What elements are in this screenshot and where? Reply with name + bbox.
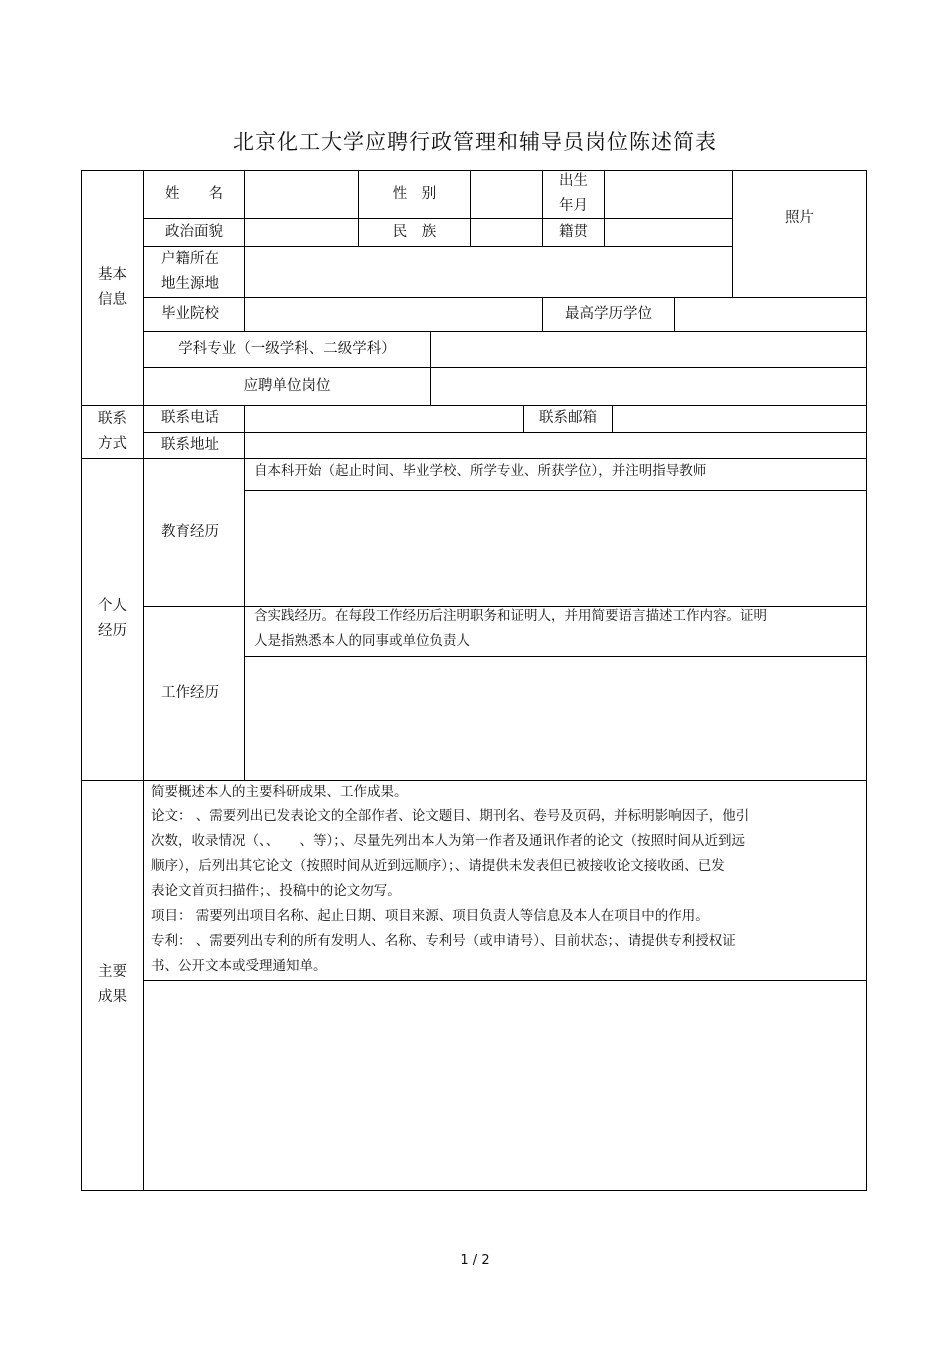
achievements-note-line: 表论文首页扫描件；、投稿中的论文勿写。 xyxy=(151,883,401,899)
work-note-line: 含实践经历。在每段工作经历后注明职务和证明人，并用简要语言描述工作内容。证明 xyxy=(254,608,767,624)
work-textarea[interactable] xyxy=(245,657,865,780)
label-highest-degree: 最高学历学位 xyxy=(565,305,652,322)
label-graduate-school: 毕业院校 xyxy=(161,305,219,322)
section-experience: 个人 经历 xyxy=(98,598,127,639)
graduate-school-field[interactable] xyxy=(245,298,542,331)
birth-date-field[interactable] xyxy=(605,171,732,218)
phone-field[interactable] xyxy=(245,406,523,432)
label-email: 联系邮箱 xyxy=(539,410,597,426)
label-birth-date: 出生 年月 xyxy=(559,173,588,214)
native-place-field[interactable] xyxy=(605,219,732,246)
position-field[interactable] xyxy=(431,368,865,405)
label-phone: 联系电话 xyxy=(161,410,219,426)
section-contact: 联系 方式 xyxy=(98,410,127,452)
label-name: 姓 名 xyxy=(165,185,223,202)
achievements-note-line: 书、公开文本或受理通知单。 xyxy=(151,958,327,974)
address-field[interactable] xyxy=(245,433,865,458)
household-origin-field[interactable] xyxy=(245,247,732,297)
label-address: 联系地址 xyxy=(161,436,219,453)
education-note: 自本科开始（起止时间、毕业学校、所学专业、所获学位），并注明指导教师 xyxy=(254,463,707,479)
achievements-textarea[interactable] xyxy=(144,981,865,1189)
achievements-note-line: 专利： 、需要列出专利的所有发明人、名称、专利号（或申请号）、目前状态；、请提供专利授权证 xyxy=(151,933,736,949)
highest-degree-field[interactable] xyxy=(675,298,865,331)
label-political-status: 政治面貌 xyxy=(165,223,223,240)
ethnicity-field[interactable] xyxy=(471,219,542,246)
label-gender: 性 别 xyxy=(392,185,437,202)
email-field[interactable] xyxy=(613,406,865,432)
achievements-note-line: 次数，收录情况（、、 、等）；、尽量先列出本人为第一作者及通讯作者的论文（按照时间从近到远 xyxy=(151,833,745,849)
label-education: 教育经历 xyxy=(161,523,219,540)
label-native-place: 籍贯 xyxy=(559,223,588,240)
gender-field[interactable] xyxy=(471,171,542,218)
achievements-note-line: 论文： 、需要列出已发表论文的全部作者、论文题目、期刊名、卷号及页码，并标明影响因子，他引 xyxy=(151,808,750,824)
label-position: 应聘单位岗位 xyxy=(243,377,331,394)
label-work: 工作经历 xyxy=(161,684,219,701)
major-field[interactable] xyxy=(431,332,865,367)
label-household-origin: 户籍所在 地生源地 xyxy=(161,250,219,292)
work-note-line: 人是指熟悉本人的同事或单位负责人 xyxy=(254,633,470,649)
achievements-note-line: 项目： 需要列出项目名称、起止日期、项目来源、项目负责人等信息及本人在项目中的作用。 xyxy=(151,908,709,924)
achievements-note-line: 顺序），后列出其它论文（按照时间从近到远顺序）；、请提供未发表但已被接收论文接收函、已发 xyxy=(151,858,725,874)
name-field[interactable] xyxy=(245,171,358,218)
achievements-note-line: 简要概述本人的主要科研成果、工作成果。 xyxy=(151,784,408,800)
label-ethnicity: 民 族 xyxy=(392,223,437,240)
label-major: 学科专业（一级学科、二级学科） xyxy=(178,340,396,357)
application-form-table xyxy=(81,170,867,1191)
political-status-field[interactable] xyxy=(245,219,358,246)
form-title: 北京化工大学应聘行政管理和辅导员岗位陈述简表 xyxy=(233,130,717,154)
section-achievements: 主要 成果 xyxy=(98,964,127,1005)
photo-box: 照片 xyxy=(785,209,814,226)
page-number: 1 / 2 xyxy=(460,1253,490,1268)
section-basic-info: 基本 信息 xyxy=(98,266,127,308)
education-textarea[interactable] xyxy=(245,491,865,606)
